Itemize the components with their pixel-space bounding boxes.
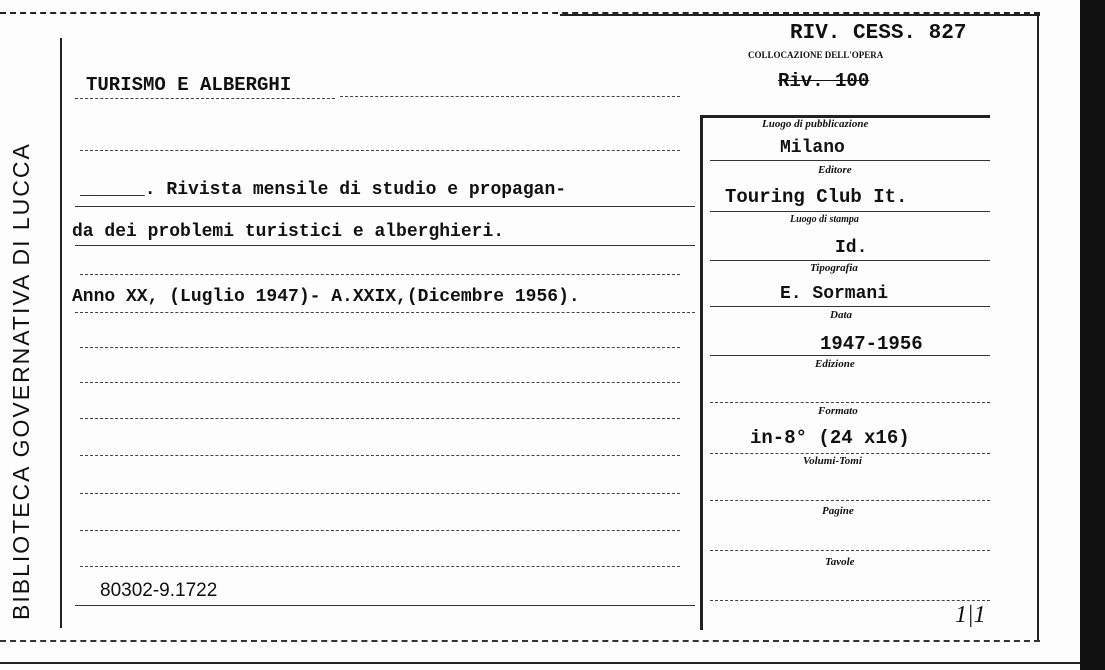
body-rule-7 (80, 382, 680, 383)
body-rule-10 (80, 493, 680, 494)
field-rule-5 (710, 355, 990, 356)
record-line-3: Anno XX, (Luglio 1947)- A.XXIX,(Dicembre 1956). (72, 287, 580, 307)
fields-column-divider (700, 115, 703, 630)
field-label-publisher: Editore (818, 164, 852, 176)
body-rule-8 (80, 418, 680, 419)
body-rule-13 (75, 605, 695, 606)
record-line-2: da dei problemi turistici e alberghieri. (72, 222, 505, 242)
card-bottom-border-solid (0, 662, 1080, 664)
body-rule-11 (80, 530, 680, 531)
field-rule-6 (710, 402, 990, 403)
field-value-publisher: Touring Club It. (725, 186, 908, 208)
field-value-place: Milano (780, 138, 845, 158)
body-rule-5 (75, 312, 695, 313)
record-line-1: ______. Rivista mensile di studio e propagan- (80, 180, 567, 200)
field-label-date: Data (830, 309, 852, 321)
field-rule-1 (710, 160, 990, 161)
card-bottom-border (0, 640, 1040, 642)
field-rule-3 (710, 260, 990, 261)
field-rule-9 (710, 550, 990, 551)
field-value-format: in-8° (24 x16) (750, 427, 910, 449)
body-rule-1 (80, 150, 680, 151)
field-value-date: 1947-1956 (820, 333, 923, 355)
field-label-volumes: Volumi-Tomi (803, 455, 862, 467)
inventory-number: 80302-9.1722 (100, 580, 218, 601)
field-label-printer: Tipografia (810, 262, 858, 274)
field-value-printer: E. Sormani (780, 284, 889, 304)
heading-rule (340, 96, 680, 97)
volume-mark: 1|1 (955, 602, 986, 628)
record-heading: TURISMO E ALBERGHI (86, 74, 292, 96)
heading-underline (75, 98, 335, 99)
collocation-label: COLLOCAZIONE DELL'OPERA (748, 50, 884, 60)
field-rule-2 (710, 211, 990, 212)
collocation-value: RIV. CESS. 827 (790, 22, 967, 45)
field-rule-8 (710, 500, 990, 501)
field-label-plates: Tavole (825, 556, 855, 568)
body-rule-4 (80, 274, 680, 275)
body-rule-2 (75, 206, 695, 207)
field-rule-4 (710, 306, 990, 307)
field-label-print-place: Luogo di stampa (790, 214, 859, 225)
field-label-format: Formato (818, 405, 858, 417)
body-rule-3 (75, 245, 695, 246)
body-rule-12 (80, 566, 680, 567)
field-value-print-place: Id. (835, 238, 868, 258)
left-margin-line (60, 38, 62, 628)
old-collocation: Riv. 100 (778, 70, 870, 92)
field-rule-7 (710, 453, 990, 454)
card-right-border (1037, 12, 1039, 640)
body-rule-9 (80, 455, 680, 456)
card-top-border-solid (560, 14, 1040, 16)
field-label-place: Luogo di pubblicazione (762, 118, 869, 130)
field-rule-10 (710, 600, 990, 601)
field-label-edition: Edizione (815, 358, 855, 370)
field-label-pages: Pagine (822, 505, 854, 517)
institution-name: BIBLIOTECA GOVERNATIVA DI LUCCA (8, 142, 34, 620)
body-rule-6 (80, 347, 680, 348)
scan-dark-edge (1080, 0, 1105, 670)
